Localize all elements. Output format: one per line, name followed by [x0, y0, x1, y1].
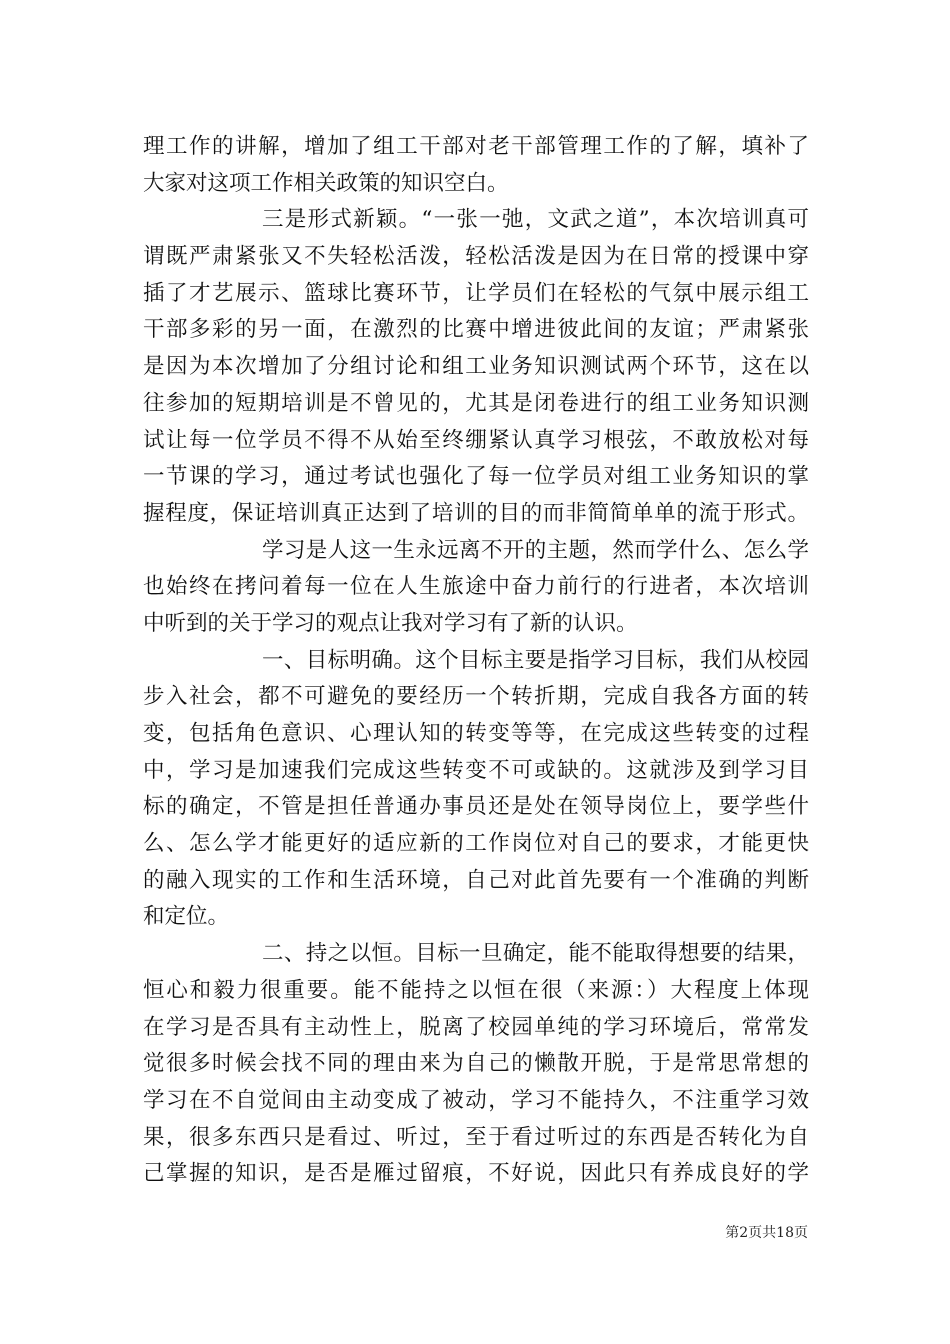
text-line: 觉很多时候会找不同的理由来为自己的懒散开脱，于是常思常想的 [143, 1051, 809, 1077]
text-line: 往参加的短期培训是不曾见的，尤其是闭卷进行的组工业务知识测 [143, 390, 809, 416]
text-line: 理工作的讲解，增加了组工干部对老干部管理工作的了解，填补了 [143, 134, 809, 159]
paragraph-start-line: 二、持之以恒。目标一旦确定，能不能取得想要的结果， [262, 941, 809, 967]
text-line: 的融入现实的工作和生活环境，自己对此首先要有一个准确的判断 [143, 867, 809, 893]
text-line: 中听到的关于学习的观点让我对学习有了新的认识。 [143, 610, 638, 636]
text-line: 变，包括角色意识、心理认知的转变等等，在完成这些转变的过程 [143, 721, 809, 746]
text-line: 步入社会，都不可避免的要经历一个转折期，完成自我各方面的转 [143, 684, 809, 710]
text-line: 是因为本次增加了分组讨论和组工业务知识测试两个环节，这在以 [143, 354, 809, 380]
paragraph-start-line: 一、目标明确。这个目标主要是指学习目标，我们从校园 [262, 647, 809, 673]
text-line: 么、怎么学才能更好的适应新的工作岗位对自己的要求，才能更快 [143, 831, 809, 857]
text-line: 果，很多东西只是看过、听过，至于看过听过的东西是否转化为自 [143, 1124, 809, 1150]
text-line: 和定位。 [143, 904, 230, 930]
text-line: 恒心和毅力很重要。能不能持之以恒在很（来源：）大程度上体现 [143, 977, 809, 1003]
text-line: 握程度，保证培训真正达到了培训的目的而非简简单单的流于形式。 [143, 500, 809, 526]
text-line: 大家对这项工作相关政策的知识空白。 [143, 170, 509, 196]
text-line: 插了才艺展示、篮球比赛环节，让学员们在轻松的气氛中展示组工 [143, 280, 809, 306]
text-line: 干部多彩的另一面，在激烈的比赛中增进彼此间的友谊；严肃紧张 [143, 317, 809, 343]
paragraph-start-line: 三是形式新颖。“一张一弛，文武之道”，本次培训真可 [262, 207, 809, 233]
text-line: 试让每一位学员不得不从始至终绷紧认真学习根弦，不敢放松对每 [143, 427, 809, 453]
text-line: 标的确定，不管是担任普通办事员还是处在领导岗位上，要学些什 [143, 794, 809, 820]
paragraph-start-line: 学习是人这一生永远离不开的主题，然而学什么、怎么学 [262, 537, 809, 563]
document-body [143, 129, 809, 1193]
text-line: 学习在不自觉间由主动变成了被动，学习不能持久，不注重学习效 [143, 1087, 809, 1113]
text-line: 谓既严肃紧张又不失轻松活泼，轻松活泼是因为在日常的授课中穿 [143, 244, 809, 270]
text-line: 己掌握的知识，是否是雁过留痕，不好说，因此只有养成良好的学 [143, 1161, 809, 1187]
page-indicator: 第2页共18页 [725, 1225, 808, 1241]
text-line: 一节课的学习，通过考试也强化了每一位学员对组工业务知识的掌 [143, 464, 809, 490]
text-line: 中，学习是加速我们完成这些转变不可或缺的。这就涉及到学习目 [143, 757, 809, 783]
text-line: 在学习是否具有主动性上，脱离了校园单纯的学习环境后，常常发 [143, 1014, 809, 1040]
text-line: 也始终在拷问着每一位在人生旅途中奋力前行的行进者，本次培训 [143, 574, 809, 600]
